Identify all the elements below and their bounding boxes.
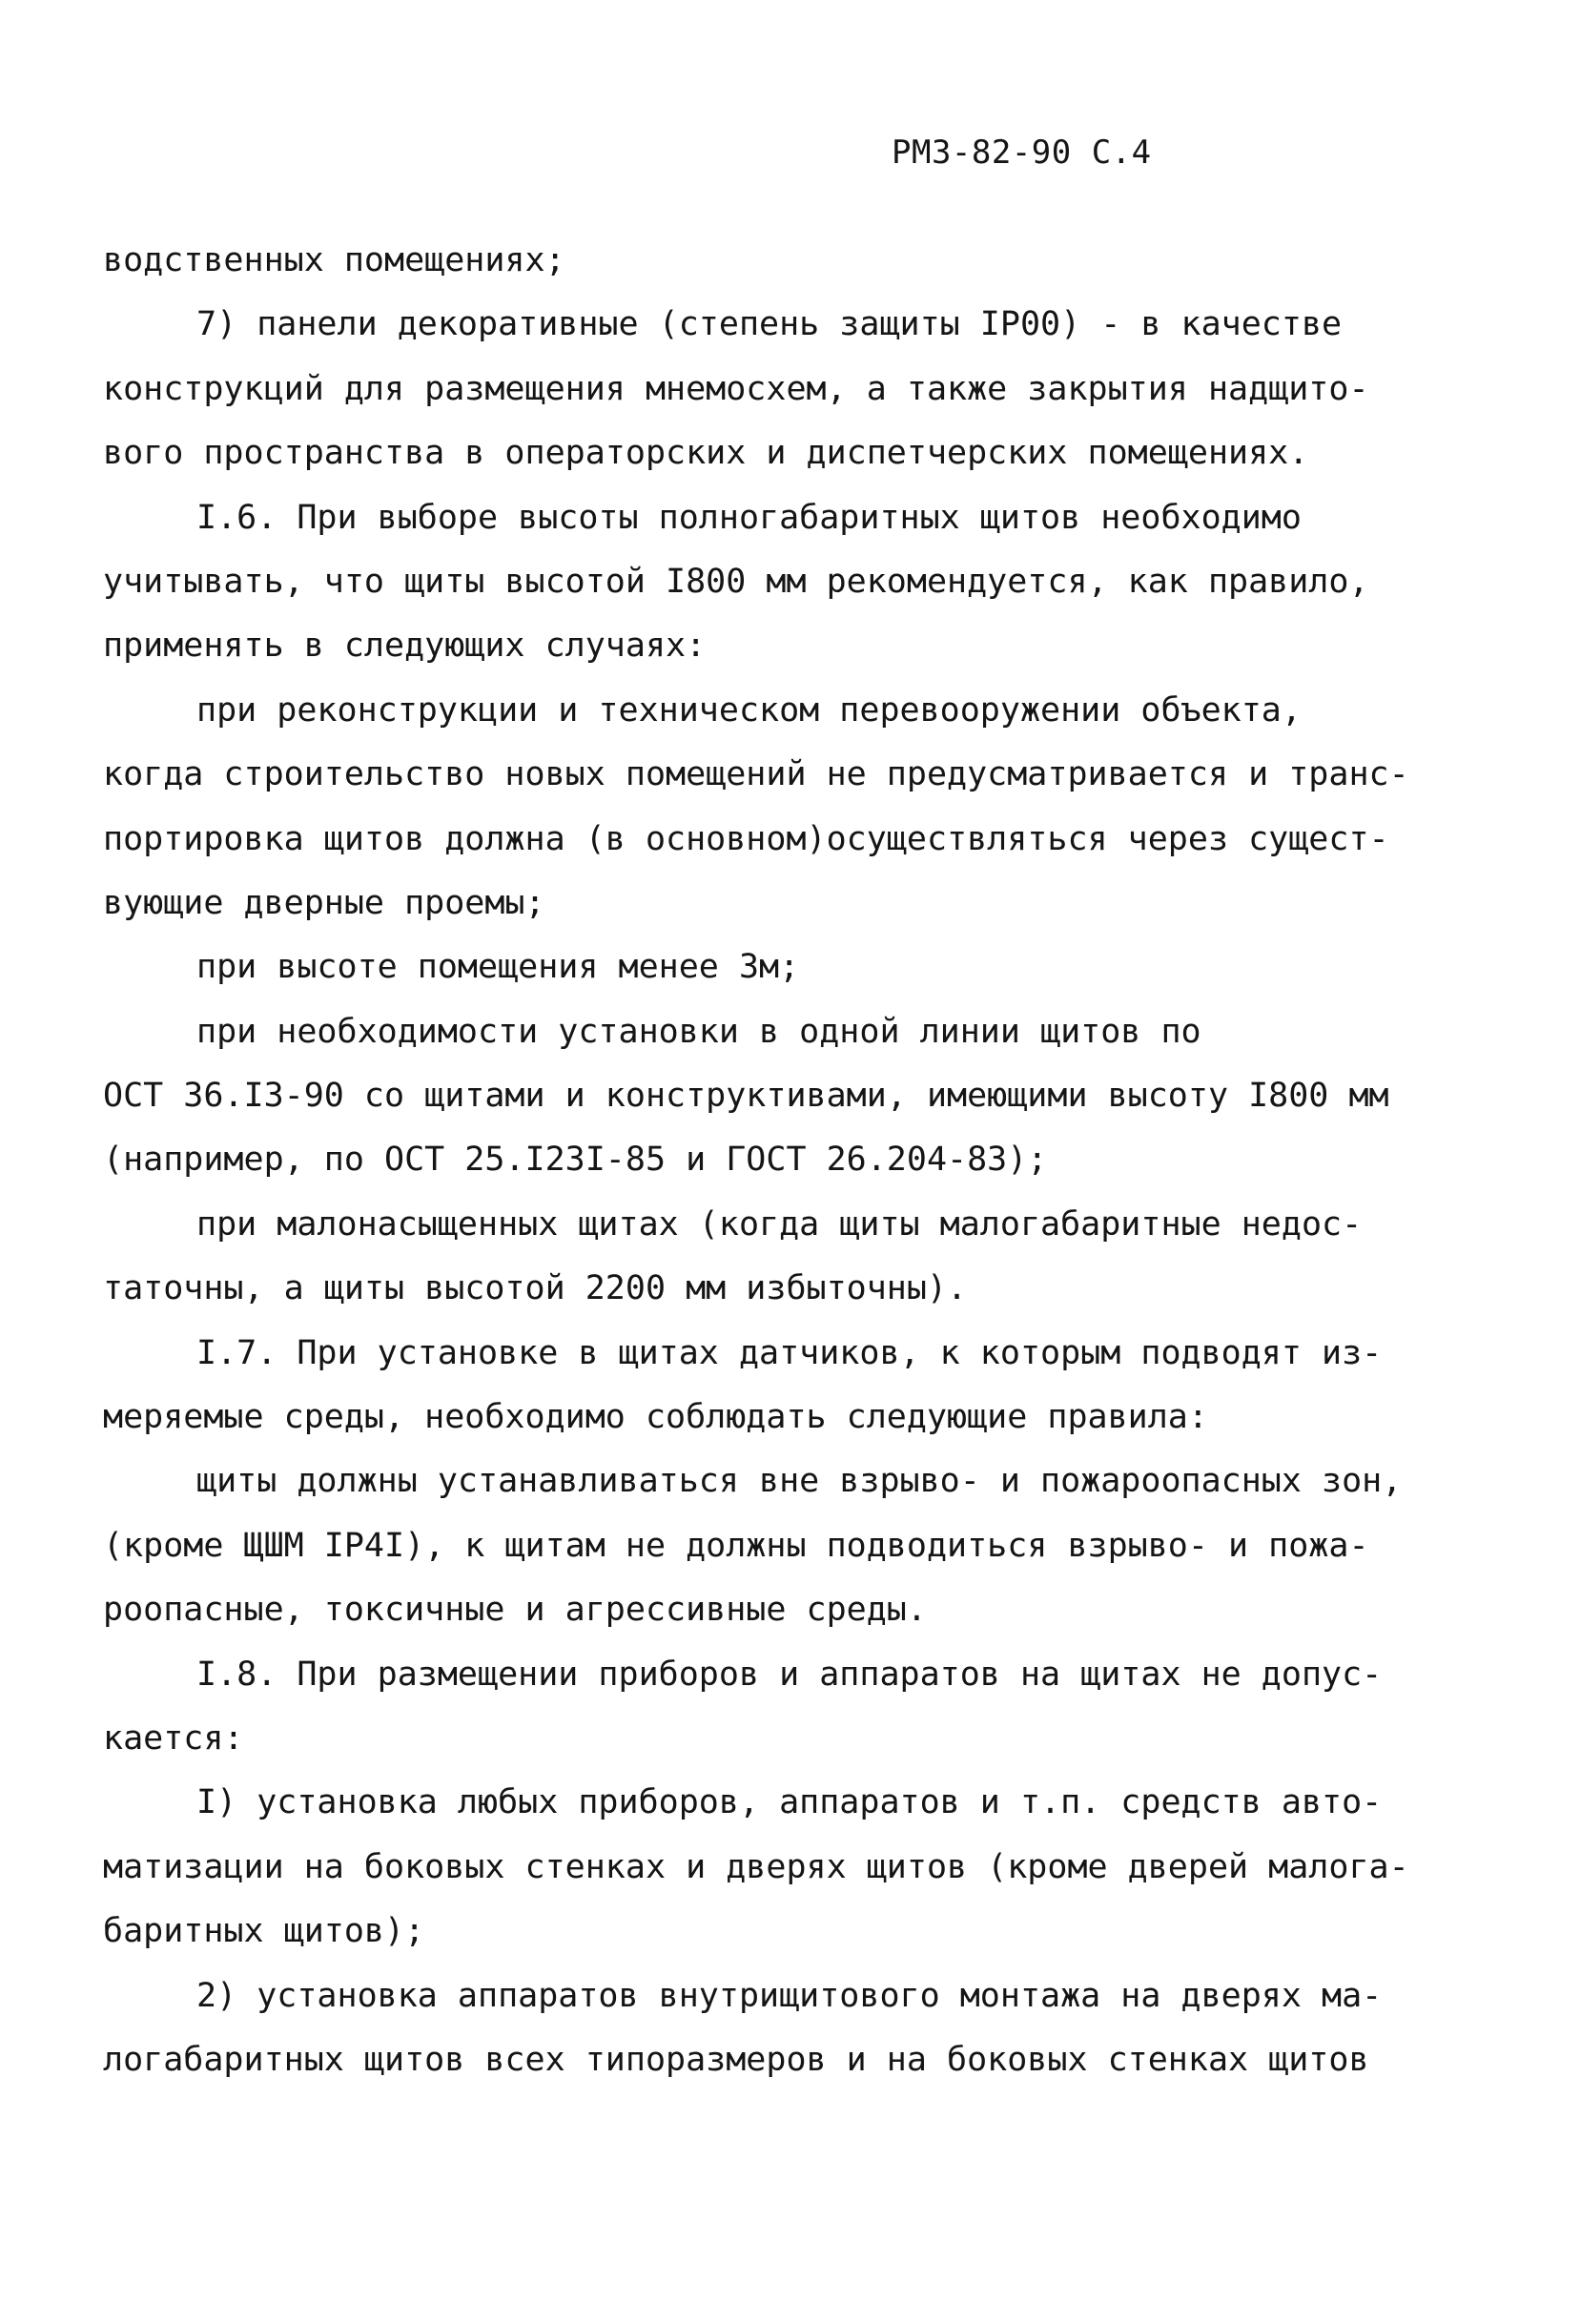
text-line: применять в следующих случаях:: [103, 627, 707, 666]
text-line: (например, по ОСТ 25.I23I-85 и ГОСТ 26.204-83);: [103, 1141, 1048, 1180]
text-line: меряемые среды, необходимо соблюдать следующие правила:: [103, 1398, 1208, 1437]
text-line: конструкций для размещения мнемосхем, а также закрытия надщито-: [103, 369, 1369, 408]
text-line: I.7. При установке в щитах датчиков, к которым подводят из-: [196, 1333, 1383, 1372]
text-line: I) установка любых приборов, аппаратов и т.п. средств авто-: [196, 1783, 1383, 1822]
text-line: (кроме ЩШМ IP4I), к щитам не должны подводиться взрыво- и пожа-: [103, 1526, 1369, 1565]
text-line: 2) установка аппаратов внутрищитового монтажа на дверях ма-: [196, 1976, 1383, 2015]
text-line: баритных щитов);: [103, 1912, 425, 1951]
text-line: кается:: [103, 1718, 244, 1758]
text-line: когда строительство новых помещений не предусматривается и транс-: [103, 755, 1409, 794]
text-line: вого пространства в операторских и диспетчерских помещениях.: [103, 434, 1309, 473]
text-line: I.6. При выборе высоты полногабаритных щитов необходимо: [196, 498, 1302, 537]
text-line: матизации на боковых стенках и дверях щитов (кроме дверей малога-: [103, 1847, 1409, 1886]
document-body: [103, 229, 1409, 2092]
text-line: I.8. При размещении приборов и аппаратов на щитах не допус-: [196, 1655, 1383, 1694]
text-line: вующие дверные проемы;: [103, 883, 545, 922]
text-line: при малонасыщенных щитах (когда щиты малогабаритные недос-: [196, 1204, 1363, 1244]
text-line: при реконструкции и техническом перевооружении объекта,: [196, 690, 1302, 730]
text-line: логабаритных щитов всех типоразмеров и на боковых стенках щитов: [103, 2040, 1369, 2079]
text-line: ОСТ 36.I3-90 со щитами и конструктивами, имеющими высоту I800 мм: [103, 1077, 1389, 1116]
text-line: 7) панели декоративные (степень защиты IP00) - в качестве: [196, 305, 1343, 344]
text-line: роопасные, токсичные и агрессивные среды.: [103, 1591, 927, 1630]
text-line: таточны, а щиты высотой 2200 мм избыточны).: [103, 1269, 968, 1308]
text-line: водственных помещениях;: [103, 241, 565, 279]
text-line: щиты должны устанавливаться вне взрыво- и пожароопасных зон,: [196, 1462, 1403, 1501]
text-line: портировка щитов должна (в основном)осуществляться через сущест-: [103, 819, 1389, 858]
page-header-code: РМЗ-82-90 С.4: [892, 134, 1152, 172]
text-line: учитывать, что щиты высотой I800 мм рекомендуется, как правило,: [103, 562, 1369, 601]
text-line: при высоте помещения менее 3м;: [196, 948, 800, 987]
text-line: при необходимости установки в одной линии щитов по: [196, 1012, 1201, 1051]
